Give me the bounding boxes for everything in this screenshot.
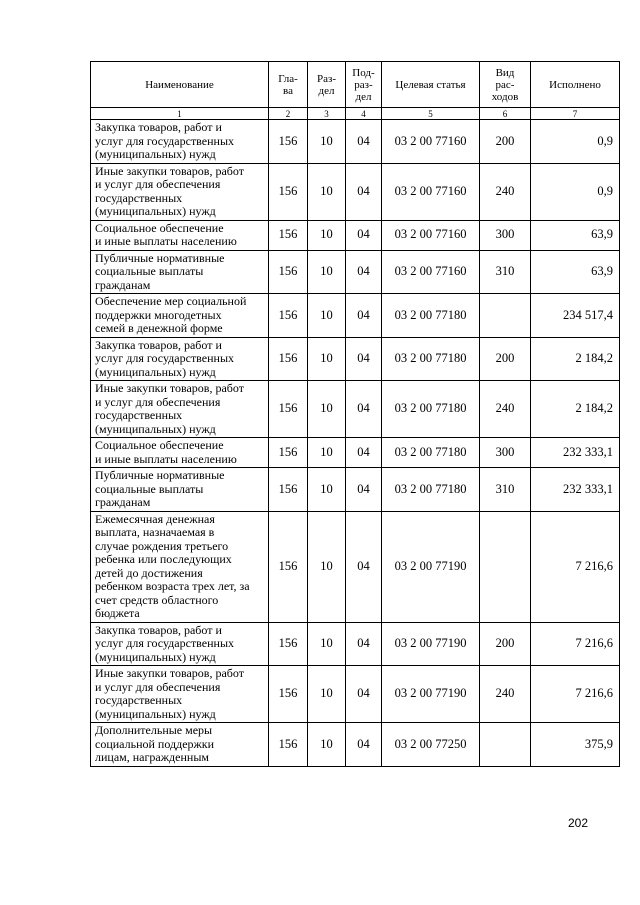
row-statya-cell: 03 2 00 77180 [382,294,480,338]
row-podrazdel-cell: 04 [346,337,382,381]
col-header-glava: Гла- ва [269,62,308,108]
col-number: 6 [480,108,531,120]
row-statya-cell: 03 2 00 77250 [382,723,480,767]
row-ispolneno-cell: 0,9 [531,163,620,220]
row-glava-cell: 156 [269,250,308,294]
row-glava-cell: 156 [269,294,308,338]
row-razdel-cell: 10 [308,337,346,381]
table-row [91,250,620,294]
row-ispolneno-cell: 63,9 [531,250,620,294]
row-vid-cell: 200 [480,622,531,666]
row-ispolneno-cell: 7 216,6 [531,666,620,723]
row-razdel-cell: 10 [308,120,346,164]
row-glava-cell: 156 [269,723,308,767]
col-header-razdel: Раз- дел [308,62,346,108]
row-razdel-cell: 10 [308,468,346,512]
row-podrazdel-cell: 04 [346,511,382,622]
row-statya-cell: 03 2 00 77160 [382,120,480,164]
row-statya-cell: 03 2 00 77160 [382,163,480,220]
row-name-cell: Обеспечение мер социальной поддержки многодетных семей в денежной форме [91,294,269,338]
row-ispolneno-cell: 7 216,6 [531,511,620,622]
row-ispolneno-cell: 2 184,2 [531,381,620,438]
row-statya-cell: 03 2 00 77180 [382,438,480,468]
table-row [91,381,620,438]
col-number: 7 [531,108,620,120]
row-name-cell: Иные закупки товаров, работ и услуг для обеспечения государственных (муниципальных) нужд [91,163,269,220]
row-glava-cell: 156 [269,220,308,250]
row-name-cell: Публичные нормативные социальные выплаты гражданам [91,250,269,294]
row-ispolneno-cell: 232 333,1 [531,468,620,512]
row-ispolneno-cell: 0,9 [531,120,620,164]
col-number: 4 [346,108,382,120]
column-number-row [91,108,620,120]
row-podrazdel-cell: 04 [346,723,382,767]
col-number: 1 [91,108,269,120]
row-podrazdel-cell: 04 [346,381,382,438]
table-row [91,438,620,468]
table-row [91,511,620,622]
row-vid-cell: 310 [480,468,531,512]
row-glava-cell: 156 [269,438,308,468]
table-row [91,666,620,723]
col-number: 5 [382,108,480,120]
row-glava-cell: 156 [269,468,308,512]
row-podrazdel-cell: 04 [346,666,382,723]
row-ispolneno-cell: 63,9 [531,220,620,250]
row-name-cell: Иные закупки товаров, работ и услуг для обеспечения государственных (муниципальных) нужд [91,666,269,723]
col-header-ispolneno: Исполнено [531,62,620,108]
table-row [91,723,620,767]
row-statya-cell: 03 2 00 77180 [382,337,480,381]
row-vid-cell: 310 [480,250,531,294]
row-podrazdel-cell: 04 [346,220,382,250]
row-ispolneno-cell: 7 216,6 [531,622,620,666]
row-glava-cell: 156 [269,337,308,381]
col-number: 2 [269,108,308,120]
row-ispolneno-cell: 375,9 [531,723,620,767]
table-row [91,622,620,666]
table-row [91,220,620,250]
row-podrazdel-cell: 04 [346,120,382,164]
row-name-cell: Ежемесячная денежная выплата, назначаемая в случае рождения третьего ребенка или последующих детей до достижения ребенком возраста трех лет, за счет средств областного бюджета [91,511,269,622]
row-statya-cell: 03 2 00 77160 [382,220,480,250]
row-statya-cell: 03 2 00 77160 [382,250,480,294]
row-name-cell: Социальное обеспечение и иные выплаты населению [91,438,269,468]
table-row [91,163,620,220]
row-vid-cell: 240 [480,381,531,438]
row-ispolneno-cell: 234 517,4 [531,294,620,338]
row-name-cell: Дополнительные меры социальной поддержки лицам, награжденным [91,723,269,767]
row-razdel-cell: 10 [308,163,346,220]
row-vid-cell: 200 [480,120,531,164]
row-name-cell: Иные закупки товаров, работ и услуг для обеспечения государственных (муниципальных) нужд [91,381,269,438]
col-header-name: Наименование [91,62,269,108]
row-razdel-cell: 10 [308,511,346,622]
row-razdel-cell: 10 [308,294,346,338]
row-ispolneno-cell: 2 184,2 [531,337,620,381]
row-vid-cell: 240 [480,163,531,220]
table-header-row [91,62,620,108]
row-vid-cell: 300 [480,220,531,250]
row-razdel-cell: 10 [308,666,346,723]
row-glava-cell: 156 [269,120,308,164]
row-vid-cell: 200 [480,337,531,381]
row-podrazdel-cell: 04 [346,294,382,338]
row-vid-cell [480,511,531,622]
row-name-cell: Публичные нормативные социальные выплаты гражданам [91,468,269,512]
row-podrazdel-cell: 04 [346,250,382,294]
table-row [91,120,620,164]
row-podrazdel-cell: 04 [346,163,382,220]
row-name-cell: Закупка товаров, работ и услуг для государственных (муниципальных) нужд [91,120,269,164]
budget-table [90,61,620,767]
row-razdel-cell: 10 [308,381,346,438]
row-glava-cell: 156 [269,666,308,723]
col-number: 3 [308,108,346,120]
row-glava-cell: 156 [269,622,308,666]
row-razdel-cell: 10 [308,723,346,767]
row-vid-cell [480,723,531,767]
row-podrazdel-cell: 04 [346,468,382,512]
row-glava-cell: 156 [269,381,308,438]
row-vid-cell: 300 [480,438,531,468]
row-glava-cell: 156 [269,511,308,622]
row-podrazdel-cell: 04 [346,622,382,666]
row-statya-cell: 03 2 00 77190 [382,622,480,666]
row-vid-cell [480,294,531,338]
row-ispolneno-cell: 232 333,1 [531,438,620,468]
page-number: 202 [568,816,589,830]
row-statya-cell: 03 2 00 77190 [382,511,480,622]
col-header-vid: Вид рас- ходов [480,62,531,108]
row-statya-cell: 03 2 00 77180 [382,468,480,512]
row-podrazdel-cell: 04 [346,438,382,468]
row-razdel-cell: 10 [308,438,346,468]
table-row [91,337,620,381]
row-vid-cell: 240 [480,666,531,723]
row-name-cell: Социальное обеспечение и иные выплаты населению [91,220,269,250]
row-name-cell: Закупка товаров, работ и услуг для государственных (муниципальных) нужд [91,622,269,666]
row-razdel-cell: 10 [308,220,346,250]
table-row [91,294,620,338]
row-statya-cell: 03 2 00 77180 [382,381,480,438]
col-header-statya: Целевая статья [382,62,480,108]
row-razdel-cell: 10 [308,622,346,666]
col-header-podrazdel: Под- раз- дел [346,62,382,108]
row-razdel-cell: 10 [308,250,346,294]
row-statya-cell: 03 2 00 77190 [382,666,480,723]
row-name-cell: Закупка товаров, работ и услуг для государственных (муниципальных) нужд [91,337,269,381]
row-glava-cell: 156 [269,163,308,220]
table-row [91,468,620,512]
table-body [91,120,620,767]
